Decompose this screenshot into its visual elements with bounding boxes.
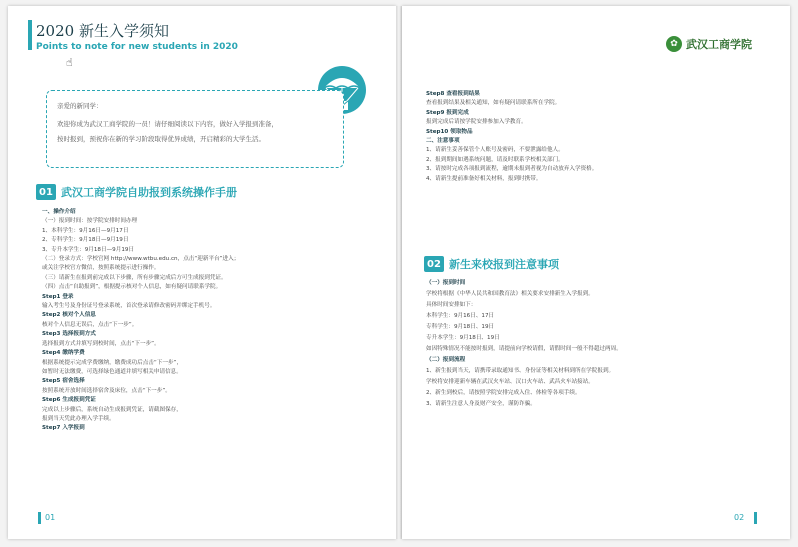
body-line: 本科学生：9月16日、17日 xyxy=(426,313,495,319)
notice-line: 欢迎你成为武汉工商学院的一员！请仔细阅读以下内容，做好入学报到准备， xyxy=(57,120,278,128)
section-number: 02 xyxy=(424,256,444,272)
body-line: 具体时间安排如下： xyxy=(426,302,477,308)
body-line: 2、专科学生：9月18日—9月19日 xyxy=(42,237,129,244)
body-line: Step6 生成报到凭证 xyxy=(42,397,96,404)
notice-line: 按时报到，预祝你在新的学习阶段取得优异成绩，开启精彩的大学生活。 xyxy=(57,135,265,143)
body-line: 学校将安排迎新车辆在武汉火车站、汉口火车站、武昌火车站接站。 xyxy=(426,379,594,385)
body-line: 选择报到方式并填写到校时间，点击“下一步”。 xyxy=(42,340,160,347)
body-line: （四）点击“自助报到”，根据提示核对个人信息，如有疑问请联系学院。 xyxy=(42,284,222,291)
body-line: 专科学生：9月18日、19日 xyxy=(426,324,495,330)
section-number: 01 xyxy=(36,184,56,200)
body-line: 2、报到期间如遇系统问题，请及时联系学校相关部门。 xyxy=(426,156,564,163)
body-line: 专升本学生：9月18日、19日 xyxy=(426,335,500,341)
notice-body xyxy=(57,117,333,147)
section-title: 武汉工商学院自助报到系统操作手册 xyxy=(61,186,237,199)
title-accent-bar xyxy=(28,20,32,50)
body-line: 3、请新生注意人身及财产安全，谨防诈骗。 xyxy=(426,401,536,407)
body-line: 核对个人信息无误后，点击“下一步”。 xyxy=(42,321,138,328)
footer-accent-bar xyxy=(754,512,757,524)
body-line: （一）报到时间：按学院安排时间办理 xyxy=(42,218,138,225)
body-line: Step10 领取物品 xyxy=(426,128,473,135)
body-line: 2、新生到校后，请按照学院安排完成入住、体检等各项手续。 xyxy=(426,390,581,396)
school-name: 武汉工商学院 xyxy=(686,38,752,51)
body-line: Step7 入学报到 xyxy=(42,425,85,432)
body-line: 学校将根据《中华人民共和国教育法》相关要求安排新生入学报到。 xyxy=(426,291,594,297)
page-number: 02 xyxy=(734,513,745,522)
body-line: 二、注意事项 xyxy=(426,138,460,145)
body-line: （三）请新生在报到前完成以下步骤，所有步骤完成后方可生成报到凭证。 xyxy=(42,274,227,281)
body-line: 或关注学校官方微信，按照系统提示进行操作。 xyxy=(42,265,160,272)
section-heading xyxy=(424,256,559,272)
left-page xyxy=(8,6,396,539)
right-page xyxy=(402,6,790,539)
body-line: 1、请新生妥善保管个人账号及密码，不要泄露给他人。 xyxy=(426,147,564,154)
section-body xyxy=(426,278,770,410)
body-line: Step8 查看报到结果 xyxy=(426,91,480,97)
body-line: 报到完成后请按学院安排参加入学教育。 xyxy=(426,119,527,126)
section-heading xyxy=(36,184,237,200)
notice-greeting: 亲爱的新同学： xyxy=(57,102,103,110)
body-line: 1、新生报到当天，请携带录取通知书、身份证等相关材料到所在学院报到。 xyxy=(426,368,615,374)
body-line: 4、请新生提前准备好相关材料，报到时携带。 xyxy=(426,175,542,182)
hand-cursor-icon: ☝ xyxy=(66,56,73,69)
school-logo xyxy=(666,36,752,52)
body-line: （二）登录方式：学校官网 http://www.wtbu.edu.cn，点击“迎新平台”进入； xyxy=(42,256,240,263)
notice-box xyxy=(46,90,344,168)
body-line: Step5 宿舍选择 xyxy=(42,378,85,385)
right-top-body xyxy=(426,90,770,184)
body-line: 报到当天凭此办理入学手续。 xyxy=(42,415,115,422)
body-line: 完成以上步骤后，系统自动生成报到凭证，请截图保存， xyxy=(42,406,182,413)
body-line: （二）报到流程 xyxy=(426,357,466,363)
body-line: 查看报到结果及相关通知，如有疑问请联系所在学院。 xyxy=(426,100,561,107)
body-line: 根据系统提示完成学费缴纳，缴费成功后点击“下一步”， xyxy=(42,359,183,366)
page-title: 2020 新生入学须知 xyxy=(36,22,169,40)
body-line: （一）报到时间 xyxy=(426,280,466,286)
body-line: 按照系统开放时间选择宿舍及床位，点击“下一步”。 xyxy=(42,387,171,394)
body-line: Step1 登录 xyxy=(42,293,74,300)
body-line: 输入考生号及身份证号登录系统，首次登录请修改密码并绑定手机号。 xyxy=(42,303,216,310)
body-line: 1、本科学生：9月16日—9月17日 xyxy=(42,227,129,234)
body-line: Step3 选择报到方式 xyxy=(42,331,96,338)
page-subtitle: Points to note for new students in 2020 xyxy=(36,42,238,52)
footer-accent-bar xyxy=(38,512,41,524)
body-line: 3、专升本学生：9月18日—9月19日 xyxy=(42,246,135,253)
body-line: 一、操作介绍 xyxy=(42,209,76,215)
section-title: 新生来校报到注意事项 xyxy=(449,258,559,271)
school-emblem-icon: ✿ xyxy=(666,36,682,52)
section-body xyxy=(42,208,368,434)
body-line: 如因特殊情况不能按时报到，请提前向学校请假，请假时间一般不得超过两周。 xyxy=(426,346,622,352)
page-number: 01 xyxy=(45,513,56,522)
body-line: 如暂时无法缴费，可选择绿色通道并填写相关申请信息。 xyxy=(42,368,182,375)
body-line: Step2 核对个人信息 xyxy=(42,312,96,319)
body-line: Step4 缴纳学费 xyxy=(42,350,85,357)
body-line: 3、请按时完成各项报到流程，逾期未报到者视为自动放弃入学资格。 xyxy=(426,166,598,173)
body-line: Step9 报到完成 xyxy=(426,109,469,116)
